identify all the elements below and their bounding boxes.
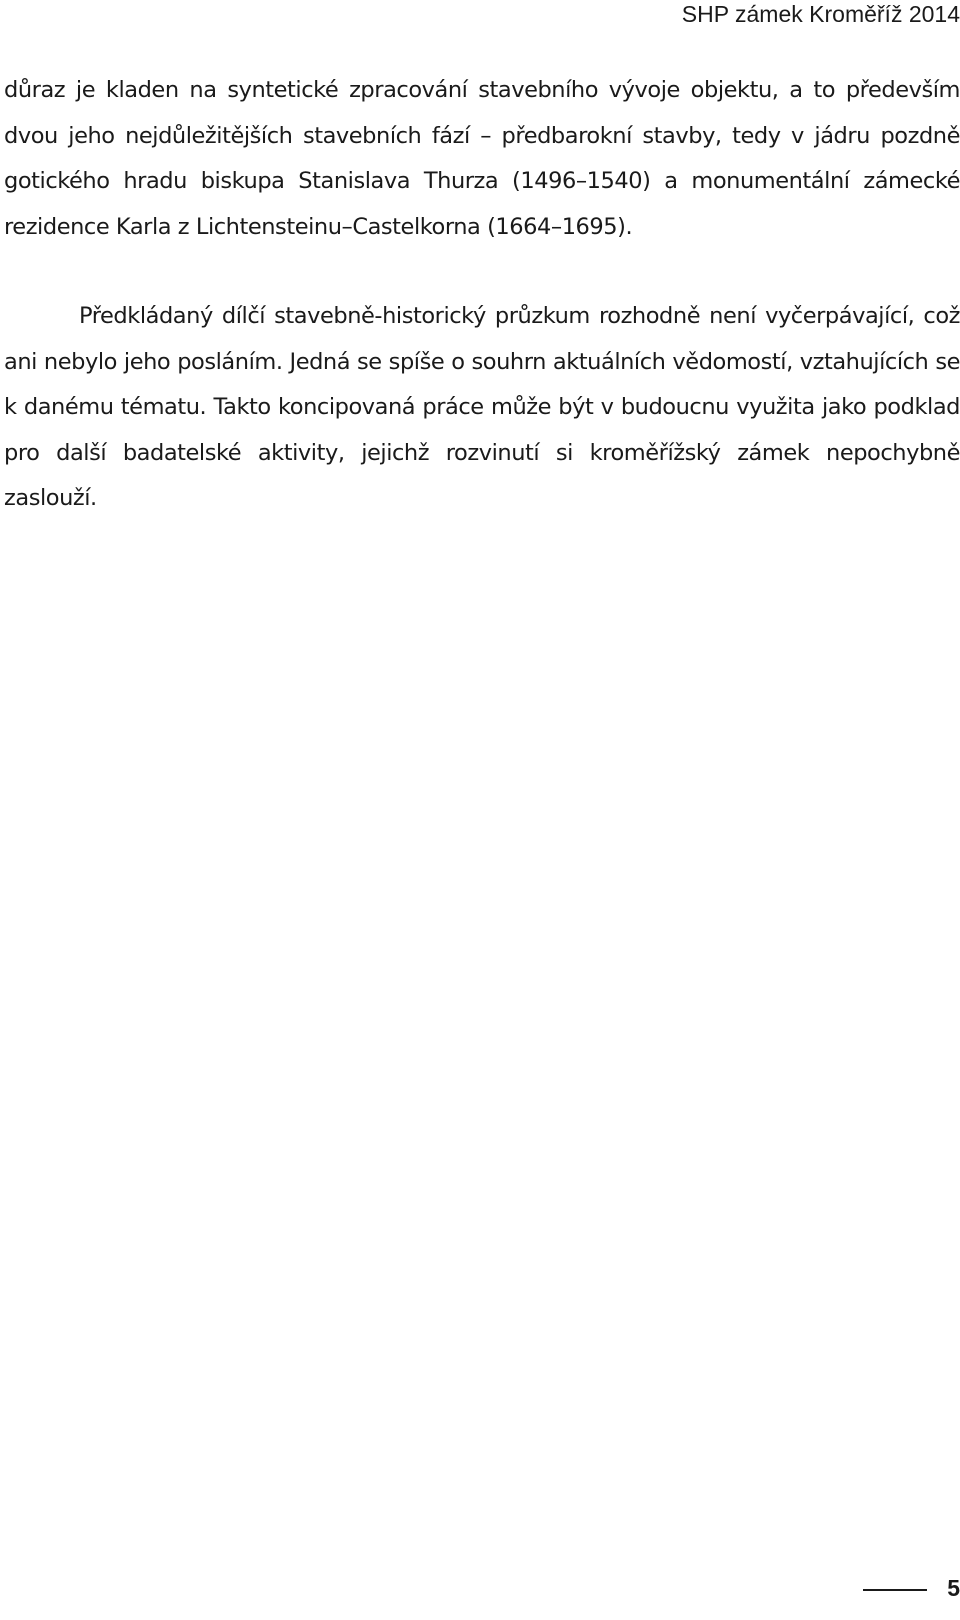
- running-header: SHP zámek Kroměříž 2014: [681, 1, 960, 27]
- page-footer: [863, 1574, 960, 1602]
- paragraph-survey-scope: Předkládaný dílčí stavebně-historický průzkum rozhodně není vyčerpávající, což ani nebylo jeho posláním. Jedná se spíše o souhrn aktuálních vědomostí, vztahujících se k danému tématu. Takto koncipovaná práce může být v budoucnu využita jako podklad pro další badatelské aktivity, jejichž rozvinutí si kroměřížský zámek nepochybně zaslouží.: [4, 303, 960, 511]
- footer-rule: [863, 1589, 927, 1591]
- paragraph-continuation: důraz je kladen na syntetické zpracování stavebního vývoje objektu, a to především dvou jeho nejdůležitějších stavebních fází – předbarokní stavby, tedy v jádru pozdně gotického hradu biskupa Stanislava Thurza (1496–1540) a monumentální zámecké rezidence Karla z Lichtensteinu–Castelkorna (1664–1695).: [4, 77, 960, 240]
- page-number: 5: [947, 1575, 960, 1601]
- document-body: [4, 68, 960, 522]
